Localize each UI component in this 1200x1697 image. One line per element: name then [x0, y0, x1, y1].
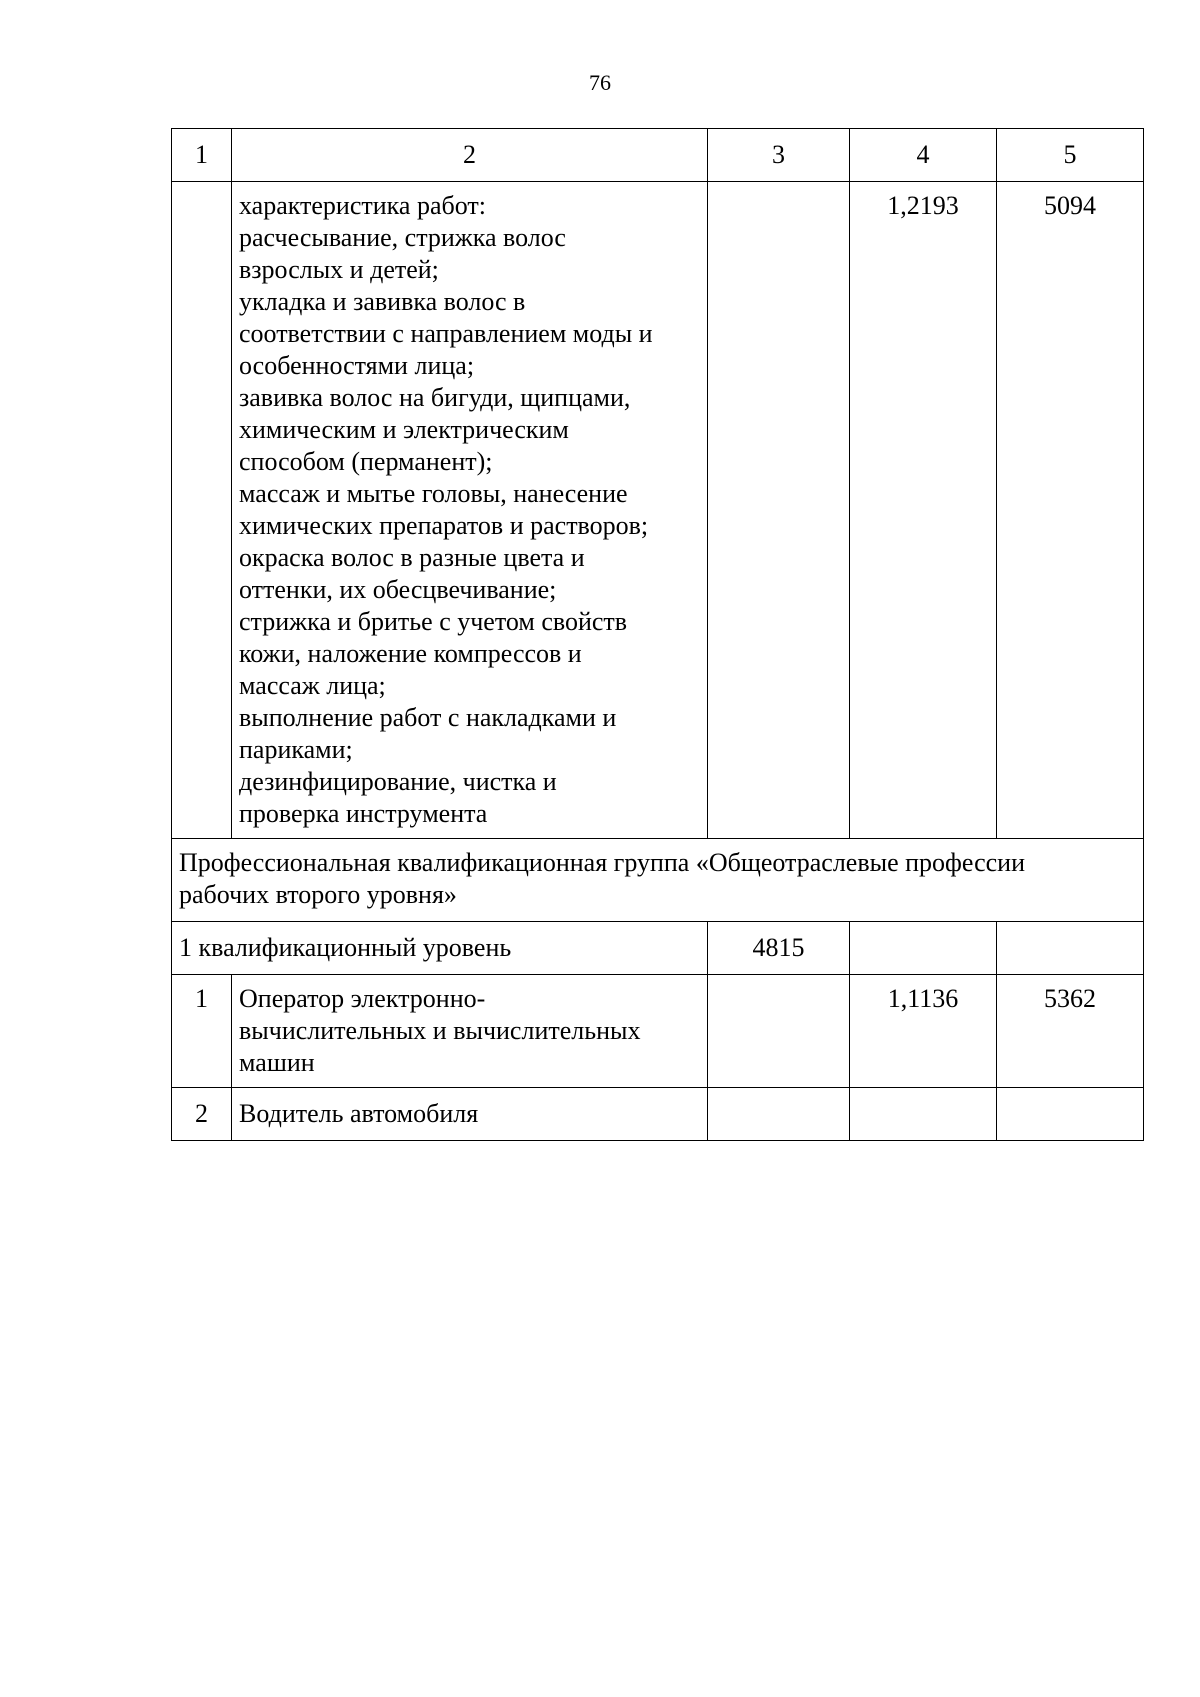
work-description-line: выполнение работ с накладками и — [239, 703, 617, 732]
item-base-salary — [708, 1088, 850, 1141]
qualification-group-cell — [172, 839, 1144, 922]
work-row-base-salary — [708, 182, 850, 839]
header-cell-1: 1 — [172, 129, 232, 182]
work-description-line: способом (перманент); — [239, 447, 493, 476]
item-name-line: Оператор электронно- — [239, 984, 486, 1013]
work-description-line: оттенки, их обесцвечивание; — [239, 575, 557, 604]
qualification-level-label: 1 квалификационный уровень — [172, 922, 708, 975]
table-row-qualification-level — [172, 922, 1144, 975]
item-name-line: Водитель автомобиля — [239, 1099, 479, 1128]
work-description-line: химических препаратов и растворов; — [239, 511, 649, 540]
item-number: 2 — [172, 1088, 232, 1141]
header-cell-2: 2 — [232, 129, 708, 182]
work-description-line: химическим и электрическим — [239, 415, 569, 444]
table-row — [172, 975, 1144, 1088]
table-row-qualification-group — [172, 839, 1144, 922]
qualification-level-coefficient — [850, 922, 997, 975]
work-description-line: кожи, наложение компрессов и — [239, 639, 582, 668]
table-header-row — [172, 129, 1144, 182]
work-description-cell — [232, 182, 708, 839]
work-description-line: проверка инструмента — [239, 799, 488, 828]
table-row-work-description — [172, 182, 1144, 839]
header-cell-5: 5 — [997, 129, 1144, 182]
work-row-coefficient: 1,2193 — [850, 182, 997, 839]
work-description-line: массаж и мытье головы, нанесение — [239, 479, 628, 508]
header-cell-3: 3 — [708, 129, 850, 182]
work-row-num — [172, 182, 232, 839]
qualification-group-line: рабочих второго уровня» — [179, 880, 457, 909]
qualification-level-base-salary: 4815 — [708, 922, 850, 975]
qualification-group-line: Профессиональная квалификационная группа «Общеотраслевые профессии — [179, 848, 1025, 877]
item-name-cell — [232, 975, 708, 1088]
work-row-salary: 5094 — [997, 182, 1144, 839]
item-base-salary — [708, 975, 850, 1088]
work-description-line: особенностями лица; — [239, 351, 475, 380]
work-description-line: характеристика работ: — [239, 191, 486, 220]
table-row — [172, 1088, 1144, 1141]
work-description-line: расчесывание, стрижка волос — [239, 223, 566, 252]
item-coefficient: 1,1136 — [850, 975, 997, 1088]
qualification-level-salary — [997, 922, 1144, 975]
header-cell-4: 4 — [850, 129, 997, 182]
work-description-line: завивка волос на бигуди, щипцами, — [239, 383, 631, 412]
work-description-line: взрослых и детей; — [239, 255, 439, 284]
work-description-line: соответствии с направлением моды и — [239, 319, 653, 348]
item-name-cell — [232, 1088, 708, 1141]
work-description-line: укладка и завивка волос в — [239, 287, 526, 316]
work-description-line: париками; — [239, 735, 353, 764]
item-salary — [997, 1088, 1144, 1141]
work-description-line: стрижка и бритье с учетом свойств — [239, 607, 628, 636]
item-number: 1 — [172, 975, 232, 1088]
salary-table — [171, 128, 1144, 1141]
item-salary: 5362 — [997, 975, 1144, 1088]
item-coefficient — [850, 1088, 997, 1141]
work-description-line: массаж лица; — [239, 671, 386, 700]
item-name-line: вычислительных и вычислительных — [239, 1016, 641, 1045]
page-number: 76 — [589, 70, 611, 95]
work-description-line: окраска волос в разные цвета и — [239, 543, 585, 572]
item-name-line: машин — [239, 1048, 315, 1077]
work-description-line: дезинфицирование, чистка и — [239, 767, 557, 796]
